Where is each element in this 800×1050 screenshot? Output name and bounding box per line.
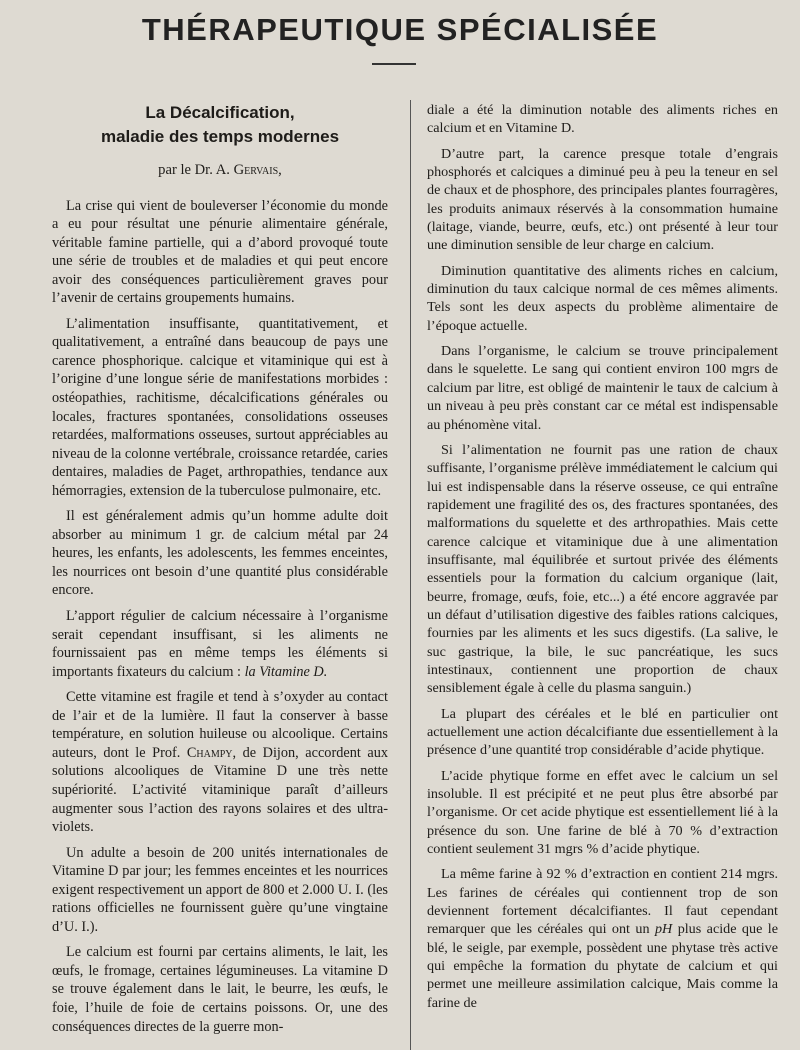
right-column <box>427 101 778 1019</box>
paragraph-text: L’apport régulier de calcium nécessaire à l’organisme serait cependant insuffisant, si les aliments ne fournissaient pas en même temps les éléments si importants fixateurs du calcium : <box>52 608 388 680</box>
paragraph: Le calcium est fourni par certains aliments, le lait, les œufs, le fromage, certaines légumineuses. La vitamine D se trouve également dans le lait, le beurre, les œufs, le foie, l’huile de foie de certains poissons. Or, une des conséquences directes de la guerre mon- <box>52 944 388 1035</box>
paragraph: Il est généralement admis qu’un homme adulte doit absorber au minimum 1 gr. de calcium métal par 24 heures, les enfants, les adolescents, les femmes enceintes, les nourrices ont besoin d’une quantité plus considérable encore. <box>52 508 388 599</box>
paragraph <box>52 607 388 681</box>
paragraph: Si l’alimentation ne fournit pas une ration de chaux suffisante, l’organisme prélève immédiatement le calcium qui lui est indispensable dans la réserve osseuse, ce qui entraîne rapidement une fragilité des os, des fractures spontanées, des malformations du squelette et des arthropathies. Mais cette carence calcique et vitaminique due à une alimentation insuffisante, mal équilibrée et surtout privée des éléments essentiels pour la formation du calcium organique (lait, beurre, fromage, œufs, foie, etc...) a été encore aggravée par un défaut d’utilisation digestive des faibles rations calciques, fournies par les aliments et les sucs digestifs. (La salive, le suc gastrique, la bile, le suc pancréatique, les sucs intestinaux, contiennent une proportion de chaux sensiblement égale à celle du plasma sanguin.) <box>427 441 778 697</box>
paragraph-continued: diale a été la diminution notable des aliments riches en calcium et en Vitamine D. <box>427 102 778 137</box>
left-column <box>52 101 388 1043</box>
paragraph: L’alimentation insuffisante, quantitativement, et qualitativement, a entraîné dans beaucoup de pays une carence phosphorique. calcique et vitaminique qui est à l’origine d’une longue série de manifestations morbides : ostéopathies, rachitisme, décalcifications générales ou locales, fractures spontanées, consolidations osseuses retardées, malformations osseuses, surtout appréciables au niveau de la colonne vertébrale, croissance retardée, caries dentaires, maladies de Paget, arthropathies, tendance aux hémorragies, extension de la tuberculose pulmonaire, etc. <box>52 315 388 499</box>
byline-prefix: par le Dr. A. <box>158 162 230 178</box>
paragraph: L’acide phytique forme en effet avec le calcium un sel insoluble. Il est précipité et ne peut plus être absorbé par l’organisme. Or cet acide phytique est essentiellement lié à la présence du son. Une farine de blé à 70 % d’extraction contient seulement 31 mgrs % d’acide phytique. <box>427 767 778 858</box>
paragraph: Diminution quantitative des aliments riches en calcium, diminution du taux calcique normal de ces mêmes aliments. Tels sont les deux aspects du problème alimentaire de l’époque actuelle. <box>427 262 778 334</box>
vitamin-d-emphasis: la Vitamine D. <box>244 663 328 680</box>
paragraph-text: La même farine à 92 % d’extraction en contient 214 mgrs. Les farines de céréales qui contiennent trop de son deviennent fortement décalcifiantes. Il faut cependant remarquer que les céréales qui ont un <box>427 866 778 938</box>
paragraph-text: , de Dijon, accordent aux solutions alcooliques de Vitamine D une très nette supériorité. L’activité vitaminique paraît d’ailleurs augmenter sous l’action des rayons solaires et des ultra-violets. <box>52 744 388 836</box>
title-divider <box>372 63 416 65</box>
byline-suffix: , <box>278 162 282 178</box>
column-divider <box>410 100 411 1050</box>
byline-author: Gervais <box>233 162 279 178</box>
paragraph <box>52 688 388 836</box>
byline <box>52 161 388 180</box>
paragraph: Dans l’organisme, le calcium se trouve principalement dans le squelette. Le sang qui contient environ 100 mgrs de calcium par litre, est obligé de maintenir le taux de calcium à un niveau à peu près constant car ce métal est indispensable au phénomène vital. <box>427 343 778 433</box>
cited-author: Champy <box>186 744 233 761</box>
ph-term: pH <box>654 921 673 938</box>
page-title: THÉRAPEUTIQUE SPÉCIALISÉE <box>141 12 659 47</box>
article-title <box>52 101 388 149</box>
paragraph <box>427 865 778 1012</box>
paragraph-text: plus acide que le blé, le seigle, par exemple, possèdent une phytase très active qui empêche la formation du phytate de calcium et qui permet une meilleure assimilation calcique, Mais comme la farine de <box>427 921 778 1011</box>
article-title-line-2: maladie des temps modernes <box>100 127 340 146</box>
paragraph: La plupart des céréales et le blé en particulier ont actuellement une action décalcifiante due essentiellement à la présence d’une quantité trop considérable d’acide phytique. <box>427 705 778 759</box>
paragraph-text: Cette vitamine est fragile et tend à s’oxyder au contact de l’air et de la lumière. Il faut la conserver à basse température, en solution huileuse ou alcoolique. Certains auteurs, dont le Prof. <box>52 689 388 761</box>
paragraph: Un adulte a besoin de 200 unités internationales de Vitamine D par jour; les femmes enceintes et les nourrices exigent respectivement un apport de 800 et 2.000 U. I. (les rations officielles ne fournissent guère qu’une vingtaine d’U. I.). <box>52 844 388 935</box>
paragraph: D’autre part, la carence presque totale d’engrais phosphorés et calciques a diminué peu à peu la teneur en sel de chaux et de phosphore, des principales plantes fourragères, les produits animaux réservés à la consommation humaine (laitage, viande, beurre, œufs, etc.) ont présenté à leur tour une diminution sensible de leur charge en calcium. <box>427 145 778 254</box>
article-title-line-1: La Décalcification, <box>145 103 295 122</box>
paragraph: La crise qui vient de bouleverser l’économie du monde a eu pour résultat une pénurie alimentaire générale, véritable famine partielle, qui a d’abord provoqué toute une série de troubles et de maladies et qui peut encore avoir des conséquences particulièrement graves pour l’avenir de certains groupements humains. <box>52 197 388 307</box>
